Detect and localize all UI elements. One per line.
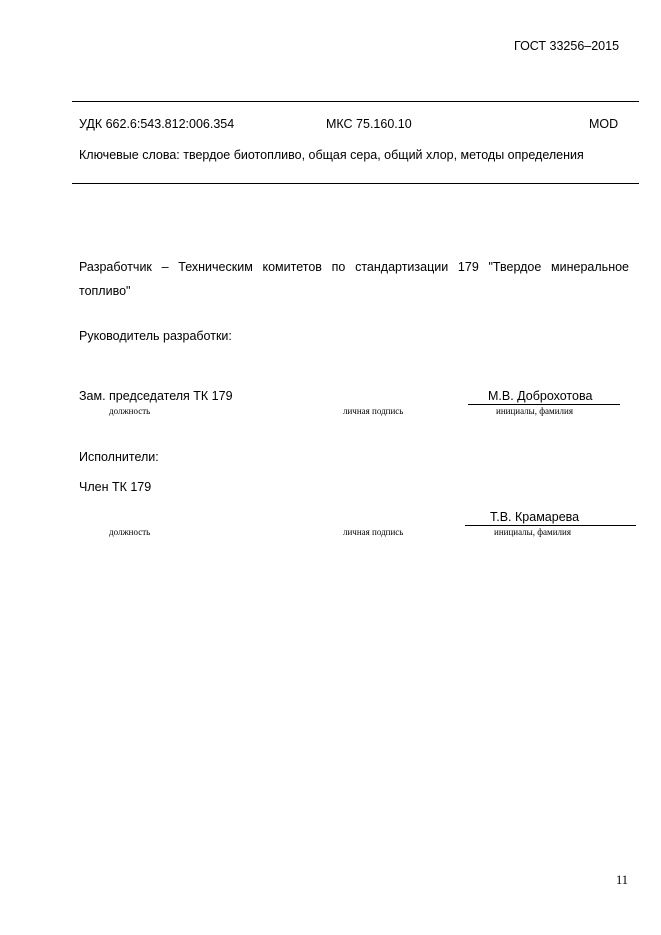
executors-heading: Исполнители:: [79, 450, 159, 464]
leader-caption-position: должность: [109, 406, 151, 416]
keywords: Ключевые слова: твердое биотопливо, общая сера, общий хлор, методы определения: [79, 148, 584, 162]
leader-caption-name: инициалы, фамилия: [496, 406, 573, 416]
bottom-rule: [72, 183, 639, 184]
executor-caption-position: должность: [109, 527, 151, 537]
mod-label: MOD: [589, 117, 619, 131]
standard-code: ГОСТ 33256–2015: [514, 39, 620, 53]
executor-name-underline: [465, 525, 636, 526]
executor-caption-name: инициалы, фамилия: [494, 527, 571, 537]
executor-position: Член ТК 179: [79, 480, 152, 494]
executor-caption-signature: личная подпись: [343, 527, 404, 537]
udk-code: УДК 662.6:543.812:006.354: [79, 117, 235, 131]
leader-heading: Руководитель разработки:: [79, 329, 232, 343]
mks-code: МКС 75.160.10: [326, 117, 412, 131]
leader-caption-signature: личная подпись: [343, 406, 404, 416]
top-rule: [72, 101, 639, 102]
executor-name: Т.В. Крамарева: [490, 510, 580, 524]
leader-name-underline: [468, 404, 620, 405]
page-number: 11: [616, 873, 629, 887]
leader-name: М.В. Доброхотова: [488, 389, 593, 403]
leader-position: Зам. председателя ТК 179: [79, 389, 233, 403]
developer-text: Разработчик – Техническим комитетов по стандартизации 179 "Твердое минеральное топливо": [79, 260, 629, 298]
